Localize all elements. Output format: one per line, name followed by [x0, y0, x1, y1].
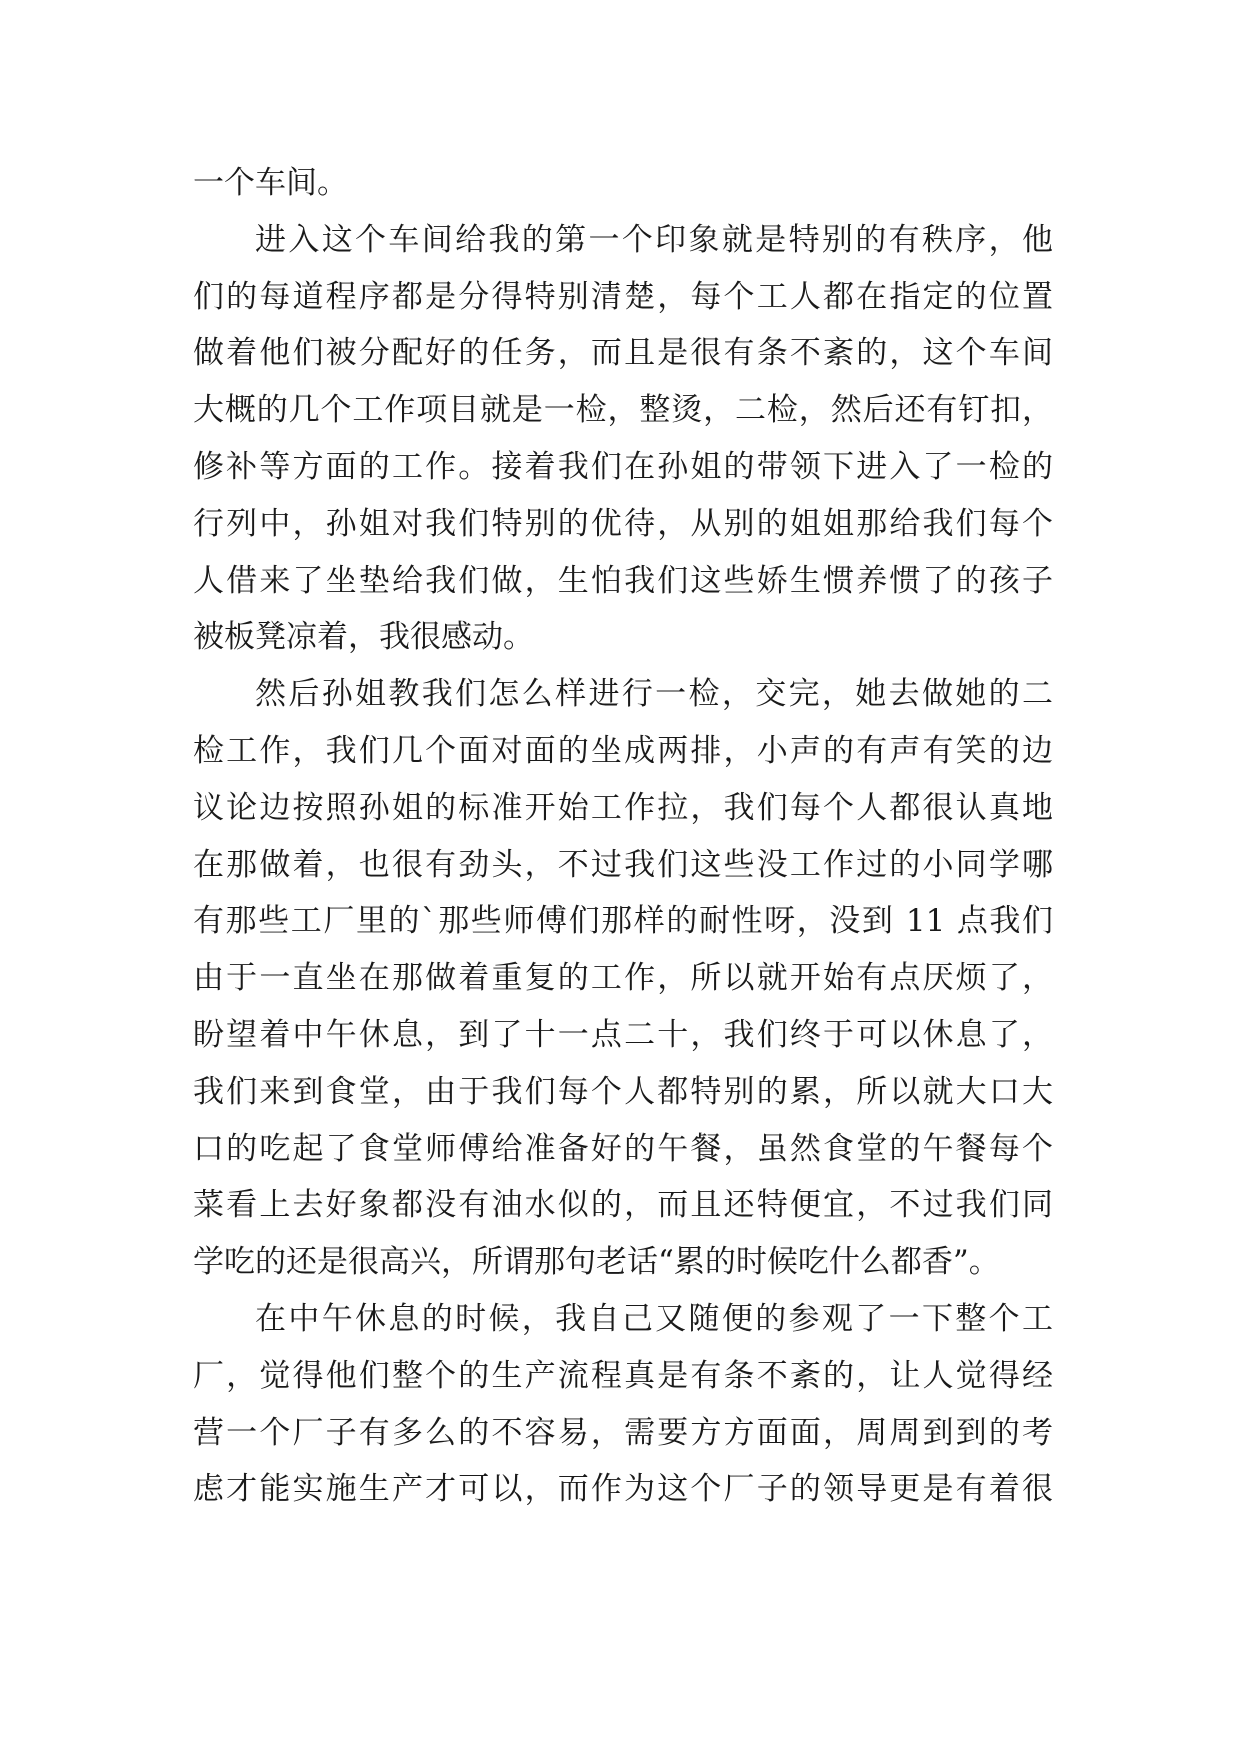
paragraph-first-line: 在中午休息的时候，我自己又随便的参观了一下整个工	[255, 1300, 1053, 1337]
text-line: 我们来到食堂，由于我们每个人都特别的累，所以就大口大	[193, 1073, 1053, 1110]
text-line: 有那些工厂里的`那些师傅们那样的耐性呀，没到 11 点我们	[193, 903, 1053, 940]
text-line: 菜看上去好象都没有油水似的，而且还特便宜，不过我们同	[193, 1187, 1053, 1224]
text-line: 由于一直坐在那做着重复的工作，所以就开始有点厌烦了，	[193, 960, 1053, 997]
text-line: 检工作，我们几个面对面的坐成两排，小声的有声有笑的边	[193, 732, 1053, 769]
text-line: 学吃的还是很高兴，所谓那句老话“累的时候吃什么都香”。	[193, 1244, 1000, 1281]
text-line: 做着他们被分配好的任务，而且是很有条不紊的，这个车间	[193, 335, 1053, 372]
text-line: 厂，觉得他们整个的生产流程真是有条不紊的，让人觉得经	[193, 1357, 1053, 1394]
text-line: 大概的几个工作项目就是一检，整烫，二检，然后还有钉扣，	[193, 392, 1053, 429]
text-line: 在那做着，也很有劲头，不过我们这些没工作过的小同学哪	[193, 846, 1053, 883]
text-line: 们的每道程序都是分得特别清楚，每个工人都在指定的位置	[193, 278, 1053, 315]
text-line: 被板凳凉着，我很感动。	[193, 619, 534, 656]
text-line: 口的吃起了食堂师傅给准备好的午餐，虽然食堂的午餐每个	[193, 1130, 1053, 1167]
text-line: 一个车间。	[193, 165, 348, 201]
text-line: 虑才能实施生产才可以，而作为这个厂子的领导更是有着很	[193, 1471, 1053, 1508]
text-line: 人借来了坐垫给我们做，生怕我们这些娇生惯养惯了的孩子	[193, 562, 1053, 599]
text-line: 营一个厂子有多么的不容易，需要方方面面，周周到到的考	[193, 1414, 1053, 1451]
paragraph-first-line: 然后孙姐教我们怎么样进行一检，交完，她去做她的二	[255, 676, 1053, 713]
text-line: 修补等方面的工作。接着我们在孙姐的带领下进入了一检的	[193, 448, 1053, 485]
paragraph-first-line: 进入这个车间给我的第一个印象就是特别的有秩序，他	[255, 221, 1053, 258]
text-line: 盼望着中午休息，到了十一点二十，我们终于可以休息了，	[193, 1016, 1053, 1053]
text-line: 议论边按照孙姐的标准开始工作拉，我们每个人都很认真地	[193, 789, 1053, 826]
body-text	[193, 155, 1053, 1518]
text-line: 行列中，孙姐对我们特别的优待，从别的姐姐那给我们每个	[193, 505, 1053, 542]
